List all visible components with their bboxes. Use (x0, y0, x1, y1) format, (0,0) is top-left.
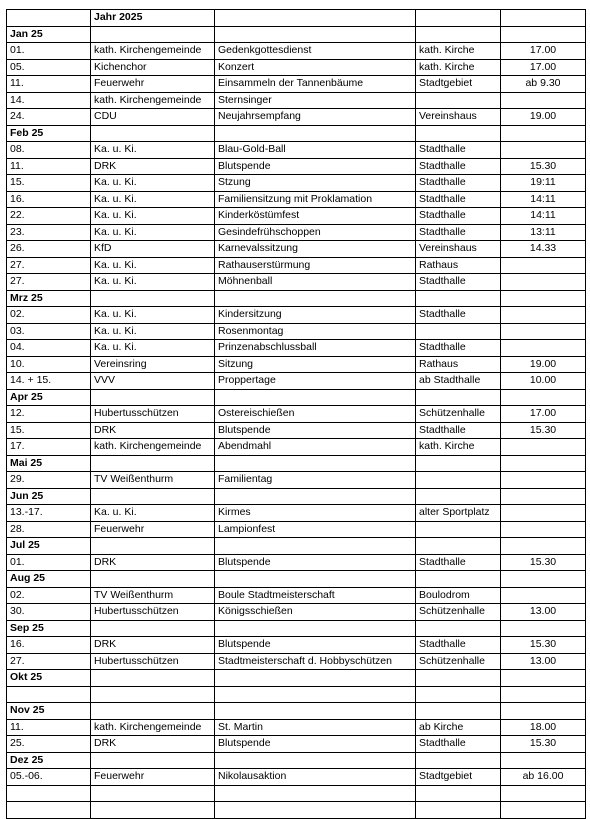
location-cell: Stadthalle (416, 422, 501, 439)
location-cell: ab Stadthalle (416, 373, 501, 390)
location-cell: Vereinshaus (416, 109, 501, 126)
organizer-cell: Hubertusschützen (91, 653, 215, 670)
location-cell: Stadthalle (416, 554, 501, 571)
event-cell: Blau-Gold-Ball (215, 142, 416, 159)
date-cell: 14. (7, 92, 91, 109)
organizer-cell: Ka. u. Ki. (91, 257, 215, 274)
event-cell: Prinzenabschlussball (215, 340, 416, 357)
location-cell (416, 538, 501, 555)
time-cell: 10.00 (501, 373, 586, 390)
time-cell (501, 785, 586, 802)
date-cell: 27. (7, 257, 91, 274)
event-calendar-sheet (6, 9, 585, 819)
date-cell: 10. (7, 356, 91, 373)
location-cell: Stadthalle (416, 637, 501, 654)
event-cell: Stzung (215, 175, 416, 192)
date-cell: 12. (7, 406, 91, 423)
event-row (7, 340, 586, 357)
event-cell: Gedenkgottesdienst (215, 43, 416, 60)
event-cell: Kinderköstümfest (215, 208, 416, 225)
month-header-row (7, 125, 586, 142)
event-row (7, 406, 586, 423)
time-cell: 15.30 (501, 736, 586, 753)
time-cell (501, 670, 586, 687)
organizer-cell (91, 26, 215, 43)
organizer-cell: KfD (91, 241, 215, 258)
location-cell: Boulodrom (416, 587, 501, 604)
organizer-cell (91, 125, 215, 142)
month-label: Apr 25 (7, 389, 91, 406)
header-cell-empty (7, 10, 91, 27)
time-cell (501, 290, 586, 307)
time-cell (501, 620, 586, 637)
month-label: Jan 25 (7, 26, 91, 43)
event-row (7, 505, 586, 522)
organizer-cell: DRK (91, 736, 215, 753)
location-cell (416, 389, 501, 406)
date-cell: 02. (7, 307, 91, 324)
date-cell: 05.-06. (7, 769, 91, 786)
location-cell: Schützenhalle (416, 604, 501, 621)
time-cell (501, 505, 586, 522)
time-cell (501, 389, 586, 406)
date-cell: 11. (7, 719, 91, 736)
event-cell: Abendmahl (215, 439, 416, 456)
event-row (7, 472, 586, 489)
organizer-cell: Feuerwehr (91, 769, 215, 786)
event-row (7, 109, 586, 126)
date-cell: 01. (7, 554, 91, 571)
organizer-cell: DRK (91, 158, 215, 175)
location-cell (416, 802, 501, 819)
organizer-cell: kath. Kirchengemeinde (91, 43, 215, 60)
location-cell: Stadtgebiet (416, 769, 501, 786)
date-cell: 14. + 15. (7, 373, 91, 390)
organizer-cell (91, 571, 215, 588)
event-cell: Konzert (215, 59, 416, 76)
month-label: Aug 25 (7, 571, 91, 588)
organizer-cell: Ka. u. Ki. (91, 274, 215, 291)
time-cell: 14.33 (501, 241, 586, 258)
time-cell: 13.00 (501, 653, 586, 670)
location-cell: ab Kirche (416, 719, 501, 736)
month-header-row (7, 290, 586, 307)
event-row (7, 686, 586, 703)
event-cell (215, 785, 416, 802)
location-cell (416, 571, 501, 588)
date-cell: 30. (7, 604, 91, 621)
organizer-cell: Hubertusschützen (91, 604, 215, 621)
organizer-cell: CDU (91, 109, 215, 126)
time-cell (501, 142, 586, 159)
event-cell (215, 389, 416, 406)
date-cell: 26. (7, 241, 91, 258)
date-cell: 17. (7, 439, 91, 456)
organizer-cell (91, 703, 215, 720)
date-cell: 13.-17. (7, 505, 91, 522)
organizer-cell: Vereinsring (91, 356, 215, 373)
event-cell (215, 455, 416, 472)
date-cell: 16. (7, 637, 91, 654)
event-cell: Sitzung (215, 356, 416, 373)
event-row (7, 422, 586, 439)
event-cell: Karnevalssitzung (215, 241, 416, 258)
date-cell (7, 686, 91, 703)
location-cell: kath. Kirche (416, 43, 501, 60)
event-row (7, 59, 586, 76)
event-cell: St. Martin (215, 719, 416, 736)
date-cell: 15. (7, 175, 91, 192)
time-cell (501, 257, 586, 274)
date-cell: 23. (7, 224, 91, 241)
event-row (7, 307, 586, 324)
organizer-cell (91, 538, 215, 555)
event-cell: Familiensitzung mit Proklamation (215, 191, 416, 208)
event-cell: Blutspende (215, 637, 416, 654)
location-cell: Stadthalle (416, 158, 501, 175)
event-cell (215, 125, 416, 142)
event-cell (215, 686, 416, 703)
event-row (7, 175, 586, 192)
location-cell (416, 785, 501, 802)
event-cell: Proppertage (215, 373, 416, 390)
time-cell: 15.30 (501, 158, 586, 175)
time-cell: 17.00 (501, 59, 586, 76)
time-cell: 17.00 (501, 406, 586, 423)
month-label: Dez 25 (7, 752, 91, 769)
time-cell: ab 16.00 (501, 769, 586, 786)
header-cell-empty (215, 10, 416, 27)
month-label: Jun 25 (7, 488, 91, 505)
date-cell: 02. (7, 587, 91, 604)
time-cell (501, 323, 586, 340)
time-cell: 19.00 (501, 109, 586, 126)
location-cell: Stadthalle (416, 274, 501, 291)
event-cell: Kirmes (215, 505, 416, 522)
event-row (7, 653, 586, 670)
event-row (7, 785, 586, 802)
event-row (7, 521, 586, 538)
location-cell: alter Sportplatz (416, 505, 501, 522)
event-cell: Blutspende (215, 422, 416, 439)
event-cell: Lampionfest (215, 521, 416, 538)
time-cell (501, 538, 586, 555)
month-header-row (7, 620, 586, 637)
organizer-cell (91, 488, 215, 505)
event-cell (215, 752, 416, 769)
organizer-cell: Feuerwehr (91, 521, 215, 538)
event-cell: Sternsinger (215, 92, 416, 109)
time-cell: 17.00 (501, 43, 586, 60)
organizer-cell: Ka. u. Ki. (91, 208, 215, 225)
organizer-cell: TV Weißenthurm (91, 587, 215, 604)
location-cell: Stadthalle (416, 736, 501, 753)
location-cell (416, 472, 501, 489)
event-row (7, 224, 586, 241)
year-heading: Jahr 2025 (91, 10, 215, 27)
date-cell: 05. (7, 59, 91, 76)
event-row (7, 158, 586, 175)
date-cell (7, 785, 91, 802)
time-cell: 13.00 (501, 604, 586, 621)
time-cell (501, 571, 586, 588)
time-cell: 15.30 (501, 637, 586, 654)
location-cell (416, 521, 501, 538)
date-cell: 16. (7, 191, 91, 208)
month-header-row (7, 571, 586, 588)
date-cell: 27. (7, 274, 91, 291)
month-header-row (7, 455, 586, 472)
event-cell: Blutspende (215, 158, 416, 175)
event-row (7, 43, 586, 60)
event-cell (215, 703, 416, 720)
event-cell: Rosenmontag (215, 323, 416, 340)
time-cell (501, 340, 586, 357)
event-row (7, 191, 586, 208)
date-cell: 22. (7, 208, 91, 225)
event-cell (215, 488, 416, 505)
organizer-cell: Ka. u. Ki. (91, 307, 215, 324)
organizer-cell: kath. Kirchengemeinde (91, 439, 215, 456)
event-cell (215, 290, 416, 307)
time-cell (501, 439, 586, 456)
month-label: Nov 25 (7, 703, 91, 720)
date-cell: 11. (7, 158, 91, 175)
event-row (7, 769, 586, 786)
event-row (7, 373, 586, 390)
month-header-row (7, 26, 586, 43)
organizer-cell: kath. Kirchengemeinde (91, 719, 215, 736)
time-cell: 15.30 (501, 422, 586, 439)
organizer-cell: Feuerwehr (91, 76, 215, 93)
organizer-cell (91, 620, 215, 637)
organizer-cell: DRK (91, 422, 215, 439)
event-cell (215, 26, 416, 43)
event-row (7, 323, 586, 340)
date-cell: 01. (7, 43, 91, 60)
event-row (7, 92, 586, 109)
time-cell: 19.00 (501, 356, 586, 373)
time-cell (501, 488, 586, 505)
event-row (7, 356, 586, 373)
event-cell: Neujahrsempfang (215, 109, 416, 126)
event-cell: Nikolausaktion (215, 769, 416, 786)
year-header-row (7, 10, 586, 27)
time-cell (501, 587, 586, 604)
time-cell (501, 703, 586, 720)
location-cell: Vereinshaus (416, 241, 501, 258)
time-cell (501, 686, 586, 703)
month-label: Mrz 25 (7, 290, 91, 307)
date-cell: 04. (7, 340, 91, 357)
event-cell: Blutspende (215, 554, 416, 571)
time-cell (501, 274, 586, 291)
location-cell (416, 26, 501, 43)
event-row (7, 241, 586, 258)
event-cell (215, 571, 416, 588)
event-cell: Boule Stadtmeisterschaft (215, 587, 416, 604)
date-cell: 24. (7, 109, 91, 126)
organizer-cell: Ka. u. Ki. (91, 340, 215, 357)
organizer-cell: Hubertusschützen (91, 406, 215, 423)
location-cell: Schützenhalle (416, 406, 501, 423)
organizer-cell (91, 752, 215, 769)
month-label: Feb 25 (7, 125, 91, 142)
date-cell: 08. (7, 142, 91, 159)
date-cell (7, 802, 91, 819)
header-cell-empty (501, 10, 586, 27)
event-cell: Einsammeln der Tannenbäume (215, 76, 416, 93)
organizer-cell (91, 670, 215, 687)
organizer-cell (91, 802, 215, 819)
event-row (7, 637, 586, 654)
event-row (7, 274, 586, 291)
event-row (7, 554, 586, 571)
event-row (7, 604, 586, 621)
location-cell (416, 92, 501, 109)
organizer-cell: VVV (91, 373, 215, 390)
location-cell (416, 686, 501, 703)
location-cell (416, 703, 501, 720)
location-cell (416, 488, 501, 505)
location-cell: Stadthalle (416, 208, 501, 225)
event-cell: Rathauserstürmung (215, 257, 416, 274)
event-cell: Ostereischießen (215, 406, 416, 423)
organizer-cell: DRK (91, 554, 215, 571)
organizer-cell (91, 389, 215, 406)
organizer-cell (91, 785, 215, 802)
event-cell (215, 802, 416, 819)
time-cell: 14:11 (501, 208, 586, 225)
date-cell: 11. (7, 76, 91, 93)
time-cell: 15.30 (501, 554, 586, 571)
location-cell (416, 290, 501, 307)
date-cell: 15. (7, 422, 91, 439)
organizer-cell: Ka. u. Ki. (91, 191, 215, 208)
time-cell (501, 26, 586, 43)
date-cell: 29. (7, 472, 91, 489)
event-cell: Königsschießen (215, 604, 416, 621)
time-cell: ab 9.30 (501, 76, 586, 93)
event-cell: Blutspende (215, 736, 416, 753)
month-label: Okt 25 (7, 670, 91, 687)
event-row (7, 257, 586, 274)
event-cell (215, 620, 416, 637)
event-cell: Familientag (215, 472, 416, 489)
time-cell (501, 472, 586, 489)
time-cell (501, 752, 586, 769)
organizer-cell: Kichenchor (91, 59, 215, 76)
month-label: Jul 25 (7, 538, 91, 555)
location-cell (416, 752, 501, 769)
event-row (7, 802, 586, 819)
event-cell (215, 538, 416, 555)
time-cell (501, 455, 586, 472)
location-cell: Rathaus (416, 257, 501, 274)
location-cell: Stadtgebiet (416, 76, 501, 93)
event-row (7, 142, 586, 159)
event-cell: Möhnenball (215, 274, 416, 291)
month-header-row (7, 670, 586, 687)
event-row (7, 736, 586, 753)
event-cell: Kindersitzung (215, 307, 416, 324)
event-cell (215, 670, 416, 687)
event-cell: Stadtmeisterschaft d. Hobbyschützen (215, 653, 416, 670)
event-calendar-table (6, 9, 586, 819)
time-cell (501, 802, 586, 819)
event-row (7, 587, 586, 604)
event-cell: Gesindefrühschoppen (215, 224, 416, 241)
event-row (7, 719, 586, 736)
location-cell (416, 670, 501, 687)
time-cell (501, 125, 586, 142)
location-cell (416, 323, 501, 340)
organizer-cell: Ka. u. Ki. (91, 175, 215, 192)
location-cell: Rathaus (416, 356, 501, 373)
organizer-cell: kath. Kirchengemeinde (91, 92, 215, 109)
month-label: Mai 25 (7, 455, 91, 472)
organizer-cell: Ka. u. Ki. (91, 224, 215, 241)
organizer-cell (91, 455, 215, 472)
location-cell (416, 620, 501, 637)
month-header-row (7, 752, 586, 769)
location-cell: kath. Kirche (416, 439, 501, 456)
time-cell: 19:11 (501, 175, 586, 192)
time-cell: 14:11 (501, 191, 586, 208)
event-row (7, 208, 586, 225)
calendar-body (7, 10, 586, 819)
location-cell: kath. Kirche (416, 59, 501, 76)
time-cell (501, 92, 586, 109)
month-label: Sep 25 (7, 620, 91, 637)
event-row (7, 76, 586, 93)
event-row (7, 439, 586, 456)
time-cell (501, 521, 586, 538)
date-cell: 28. (7, 521, 91, 538)
location-cell: Stadthalle (416, 340, 501, 357)
organizer-cell: TV Weißenthurm (91, 472, 215, 489)
date-cell: 27. (7, 653, 91, 670)
organizer-cell: Ka. u. Ki. (91, 505, 215, 522)
location-cell (416, 455, 501, 472)
location-cell: Stadthalle (416, 307, 501, 324)
month-header-row (7, 538, 586, 555)
month-header-row (7, 703, 586, 720)
time-cell: 13:11 (501, 224, 586, 241)
month-header-row (7, 488, 586, 505)
header-cell-empty (416, 10, 501, 27)
organizer-cell: Ka. u. Ki. (91, 323, 215, 340)
organizer-cell: Ka. u. Ki. (91, 142, 215, 159)
time-cell (501, 307, 586, 324)
date-cell: 25. (7, 736, 91, 753)
month-header-row (7, 389, 586, 406)
location-cell: Stadthalle (416, 142, 501, 159)
location-cell: Stadthalle (416, 224, 501, 241)
date-cell: 03. (7, 323, 91, 340)
location-cell: Stadthalle (416, 175, 501, 192)
organizer-cell (91, 290, 215, 307)
location-cell: Stadthalle (416, 191, 501, 208)
location-cell: Schützenhalle (416, 653, 501, 670)
location-cell (416, 125, 501, 142)
time-cell: 18.00 (501, 719, 586, 736)
organizer-cell (91, 686, 215, 703)
organizer-cell: DRK (91, 637, 215, 654)
